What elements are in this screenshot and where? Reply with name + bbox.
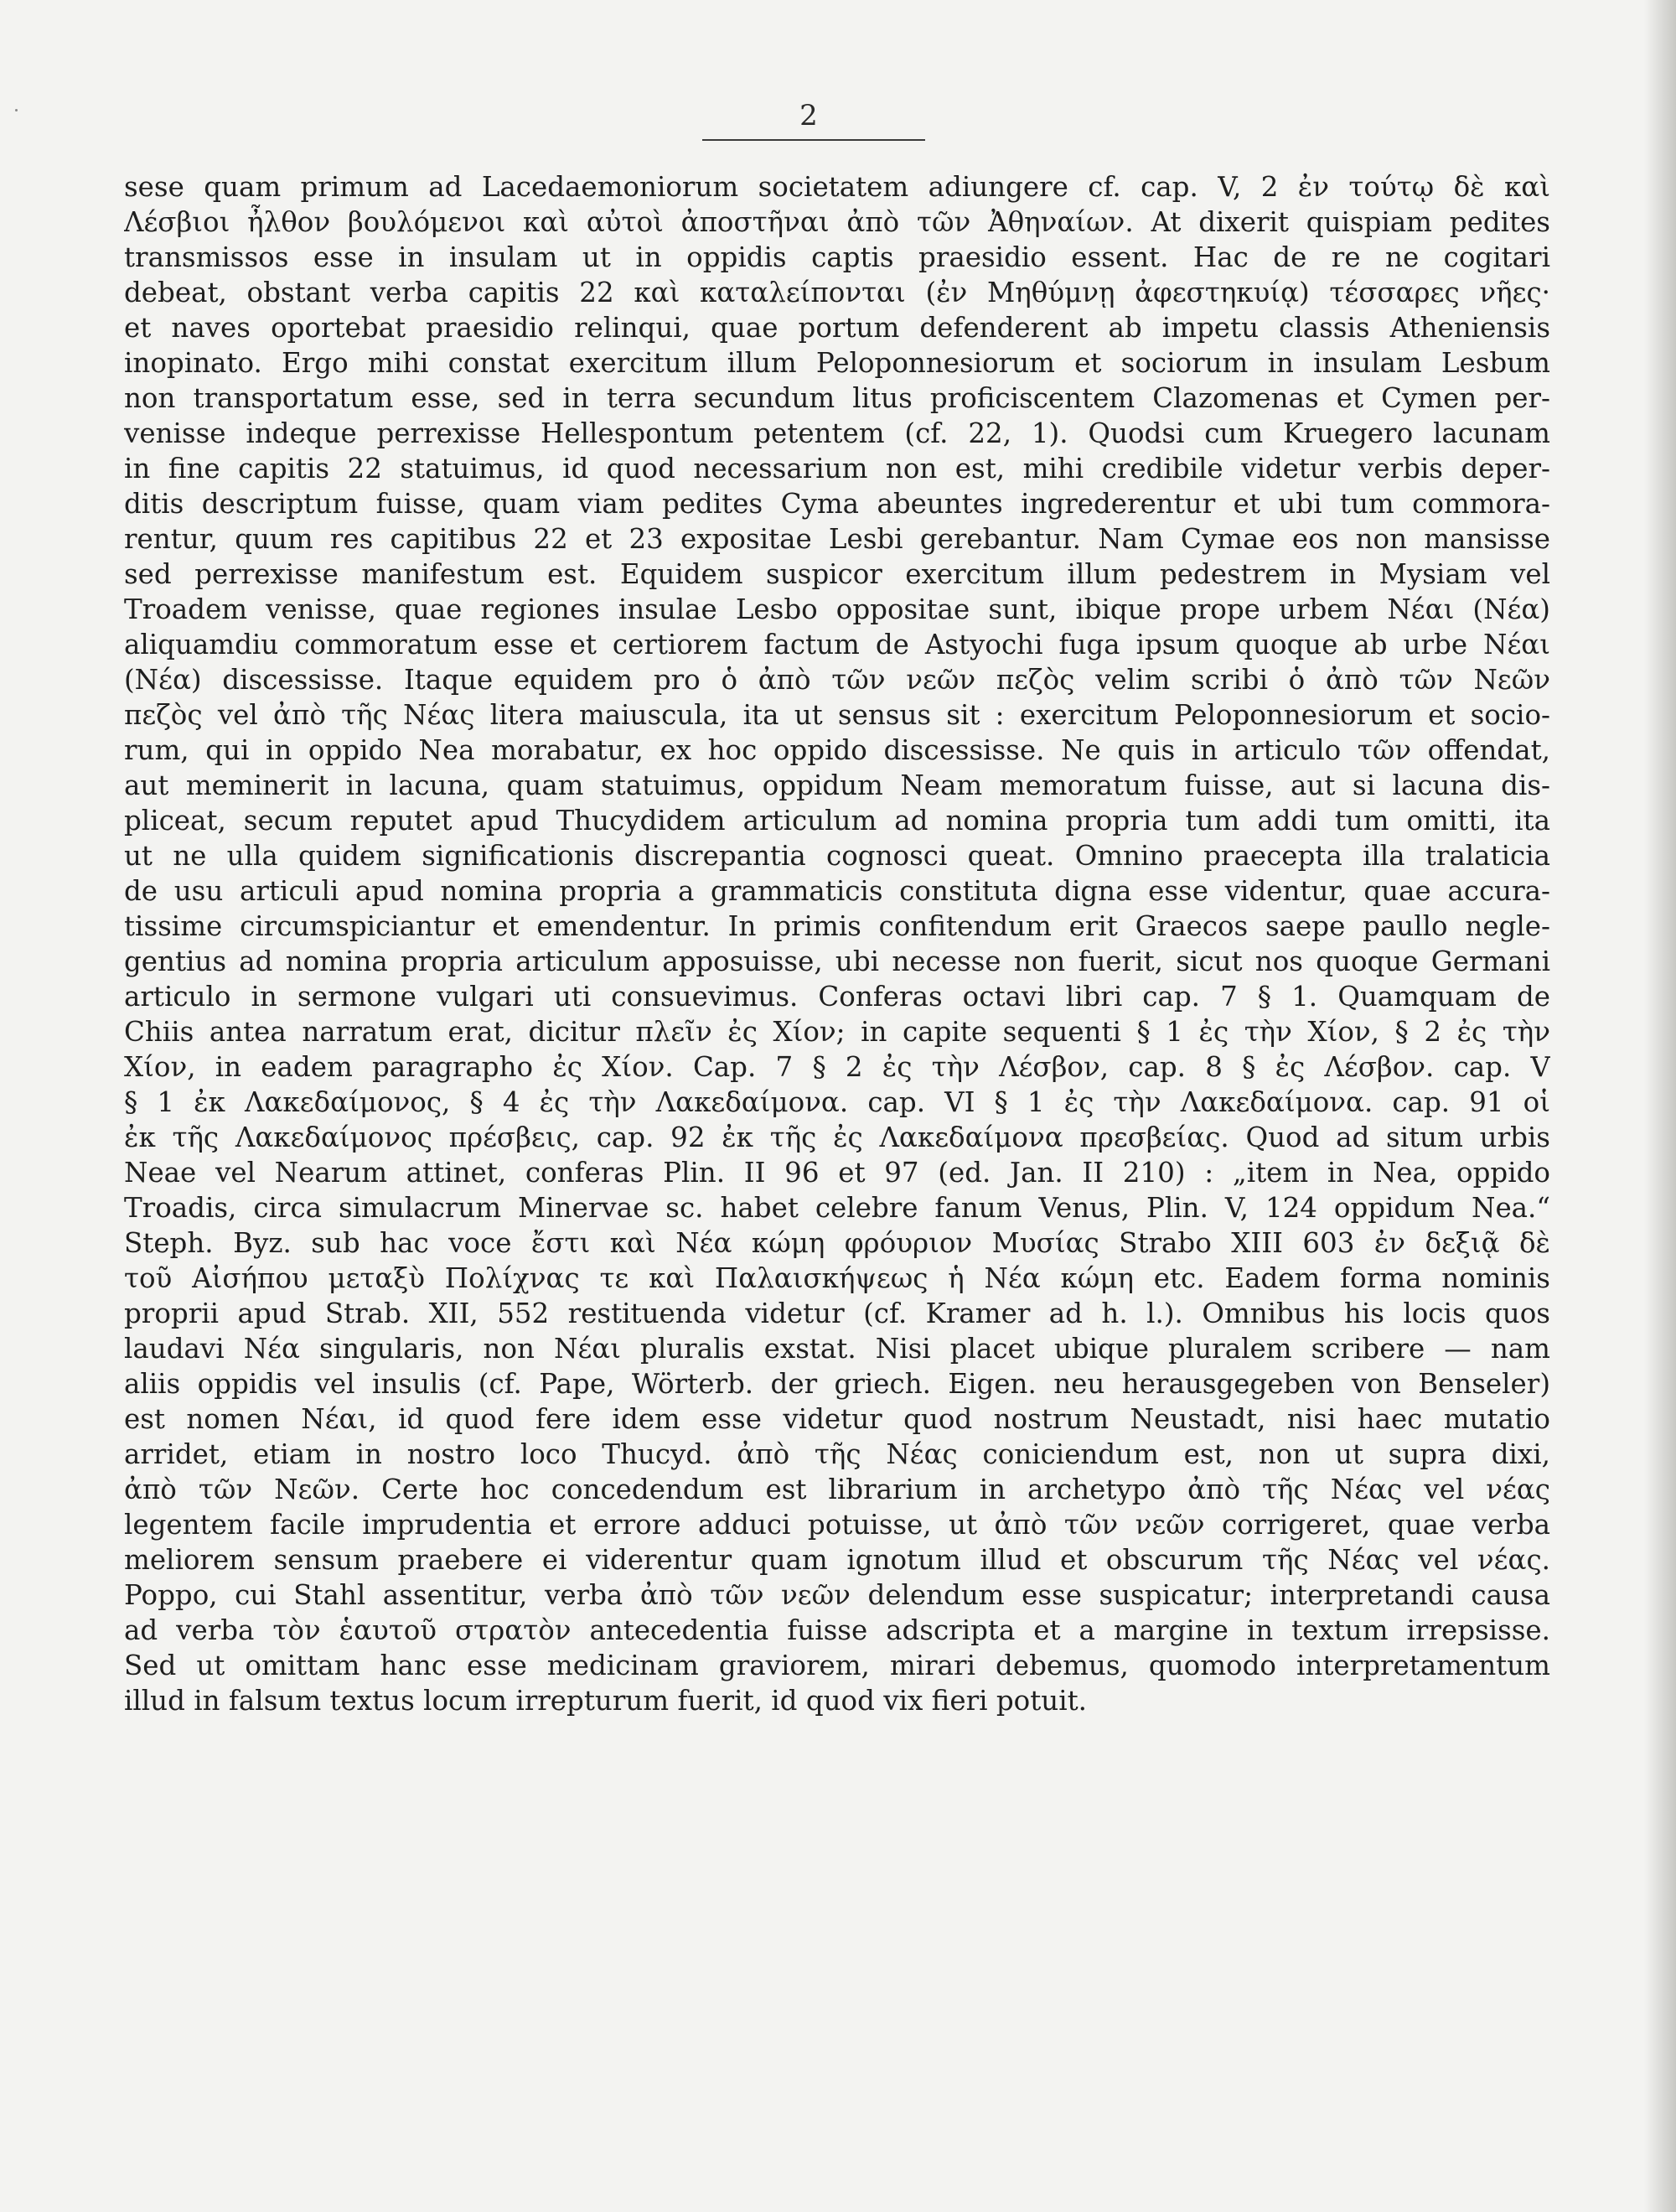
text-line: Chiis antea narratum erat, dicitur πλεῖν ἐς Χίον; in capite sequenti § 1 ἐς τὴν Χίον, § 2 ἐς τὴν xyxy=(124,1016,1550,1048)
text-line: ditis descriptum fuisse, quam viam pedites Cyma abeuntes ingrederentur et ubi tum commora- xyxy=(124,488,1550,520)
text-line: legentem facile imprudentia et errore adduci potuisse, ut ἀπὸ τῶν νεῶν corrigeret, quae verba xyxy=(124,1509,1550,1541)
text-line: Λέσβιοι ἦλθον βουλόμενοι καὶ αὐτοὶ ἀποστῆναι ἀπὸ τῶν Ἀθηναίων. At dixerit quispiam pedites xyxy=(124,206,1550,238)
text-line: aliquamdiu commoratum esse et certiorem factum de Astyochi fuga ipsum quoque ab urbe Νέαι xyxy=(124,629,1550,660)
page-number: 2 xyxy=(799,99,818,132)
text-line: ἀπὸ τῶν Νεῶν. Certe hoc concedendum est librarium in archetypo ἀπὸ τῆς Νέας vel νέας xyxy=(124,1474,1550,1505)
text-line: sed perrexisse manifestum est. Equidem suspicor exercitum illum pedestrem in Mysiam vel xyxy=(124,558,1550,590)
text-line: aliis oppidis vel insulis (cf. Pape, Wörterb. der griech. Eigen. neu herausgegeben von Benseler) xyxy=(124,1368,1550,1400)
text-line: arridet, etiam in nostro loco Thucyd. ἀπὸ τῆς Νέας coniciendum est, non ut supra dixi, xyxy=(124,1438,1550,1470)
text-line: aut meminerit in lacuna, quam statuimus, oppidum Neam memoratum fuisse, aut si lacuna dis- xyxy=(124,769,1550,801)
text-line: venisse indeque perrexisse Hellespontum petentem (cf. 22, 1). Quodsi cum Kruegero lacunam xyxy=(124,417,1550,449)
body-text xyxy=(124,169,1550,1718)
text-line: Poppo, cui Stahl assentitur, verba ἀπὸ τῶν νεῶν delendum esse suspicatur; interpretandi causa xyxy=(124,1579,1550,1611)
text-line: Troadem venisse, quae regiones insulae Lesbo oppositae sunt, ibique prope urbem Νέαι (Νέα) xyxy=(124,593,1550,625)
text-line: rum, qui in oppido Nea morabatur, ex hoc oppido discessisse. Ne quis in articulo τῶν offendat, xyxy=(124,734,1550,766)
text-line: gentius ad nomina propria articulum apposuisse, ubi necesse non fuerit, sicut nos quoque Germani xyxy=(124,945,1550,977)
text-line: meliorem sensum praebere ei viderentur quam ignotum illud et obscurum τῆς Νέας vel νέας. xyxy=(124,1544,1550,1576)
text-line: ad verba τὸν ἑαυτοῦ στρατὸν antecedentia fuisse adscripta et a margine in textum irrepsisse. xyxy=(124,1614,1550,1646)
text-line: proprii apud Strab. XII, 552 restituenda videtur (cf. Kramer ad h. l.). Omnibus his locis quos xyxy=(124,1298,1550,1329)
text-line: tissime circumspiciantur et emendentur. In primis confitendum erit Graecos saepe paullo neglе- xyxy=(124,910,1550,942)
text-line: ut ne ulla quidem significationis discrepantia cognosci queat. Omnino praecepta illa tralaticia xyxy=(124,840,1550,872)
text-line: Troadis, circa simulacrum Minervae sc. habet celebre fanum Venus, Plin. V, 124 oppidum Nea.“ xyxy=(124,1192,1550,1224)
text-line: de usu articuli apud nomina propria a grammaticis constituta digna esse videntur, quae accura- xyxy=(124,875,1550,907)
text-line: Neae vel Nearum attinet, conferas Plin. II 96 et 97 (ed. Jan. II 210) : „item in Nea, oppido xyxy=(124,1157,1550,1189)
text-line: ἐκ τῆς Λακεδαίμονος πρέσβεις, cap. 92 ἐκ τῆς ἐς Λακεδαίμονα πρεσβείας. Quod ad situm urbis xyxy=(124,1122,1550,1153)
scan-edge-shadow xyxy=(1644,0,1676,2212)
text-line: § 1 ἐκ Λακεδαίμονος, § 4 ἐς τὴν Λακεδαίμονα. cap. VI § 1 ἐς τὴν Λακεδαίμονα. cap. 91 οἱ xyxy=(124,1086,1550,1118)
text-line: (Νέα) discessisse. Itaque equidem pro ὁ ἀπὸ τῶν νεῶν πεζὸς velim scribi ὁ ἀπὸ τῶν Νεῶν xyxy=(124,664,1550,696)
text-line: pliceat, secum reputet apud Thucydidem articulum ad nomina propria tum addi tum omitti, ita xyxy=(124,805,1550,837)
text-line: Sed ut omittam hanc esse medicinam graviorem, mirari debemus, quomodo interpretamentum xyxy=(124,1650,1550,1681)
text-line: transmissos esse in insulam ut in oppidis captis praesidio essent. Hac de re ne cogitari xyxy=(124,241,1550,273)
text-line: debeat, obstant verba capitis 22 καὶ καταλείπονται (ἐν Μηθύμνῃ ἀφεστηκυίᾳ) τέσσαρες νῆες· xyxy=(124,277,1550,308)
text-line: Steph. Byz. sub hac voce ἔστι καὶ Νέα κώμη φρόυριον Μυσίας Strabo XIII 603 ἐν δεξιᾷ δὲ xyxy=(124,1227,1550,1259)
text-line: sese quam primum ad Lacedaemoniorum societatem adiungere cf. cap. V, 2 ἐν τούτῳ δὲ καὶ xyxy=(124,171,1550,203)
scan-fleck xyxy=(15,109,18,111)
header-rule xyxy=(702,139,925,141)
text-line: τοῦ Αἰσήπου μεταξὺ Πολίχνας τε καὶ Παλαισκήψεως ἡ Νέα κώμη etc. Eadem forma nominis xyxy=(124,1262,1550,1294)
text-line: Χίον, in eadem paragrapho ἐς Χίον. Cap. 7 § 2 ἐς τὴν Λέσβον, cap. 8 § ἐς Λέσβον. cap. V xyxy=(124,1051,1550,1083)
text-line: non transportatum esse, sed in terra secundum litus proficiscentem Clazomenas et Cymen per- xyxy=(124,382,1550,414)
text-line: articulo in sermone vulgari uti consuevimus. Conferas octavi libri cap. 7 § 1. Quamquam de xyxy=(124,981,1550,1013)
text-line: et naves oportebat praesidio relinqui, quae portum defenderent ab impetu classis Atheniensis xyxy=(124,312,1550,344)
text-line: in fine capitis 22 statuimus, id quod necessarium non est, mihi credibile videtur verbis deper- xyxy=(124,453,1550,484)
text-line: rentur, quum res capitibus 22 et 23 expositae Lesbi gerebantur. Nam Cymae eos non mansisse xyxy=(124,523,1550,555)
text-line: laudavi Νέα singularis, non Νέαι pluralis exstat. Nisi placet ubique pluralem scribere — nam xyxy=(124,1333,1550,1365)
text-line: illud in falsum textus locum irrepturum fuerit, id quod vix fieri potuit. xyxy=(124,1685,1087,1717)
text-line: inopinato. Ergo mihi constat exercitum illum Peloponnesiorum et sociorum in insulam Lesbum xyxy=(124,347,1550,379)
text-line: πεζὸς vel ἀπὸ τῆς Νέας litera maiuscula, ita ut sensus sit : exercitum Peloponnesiorum et socio- xyxy=(124,699,1550,731)
text-line: est nomen Νέαι, id quod fere idem esse videtur quod nostrum Neustadt, nisi haec mutatio xyxy=(124,1403,1550,1435)
